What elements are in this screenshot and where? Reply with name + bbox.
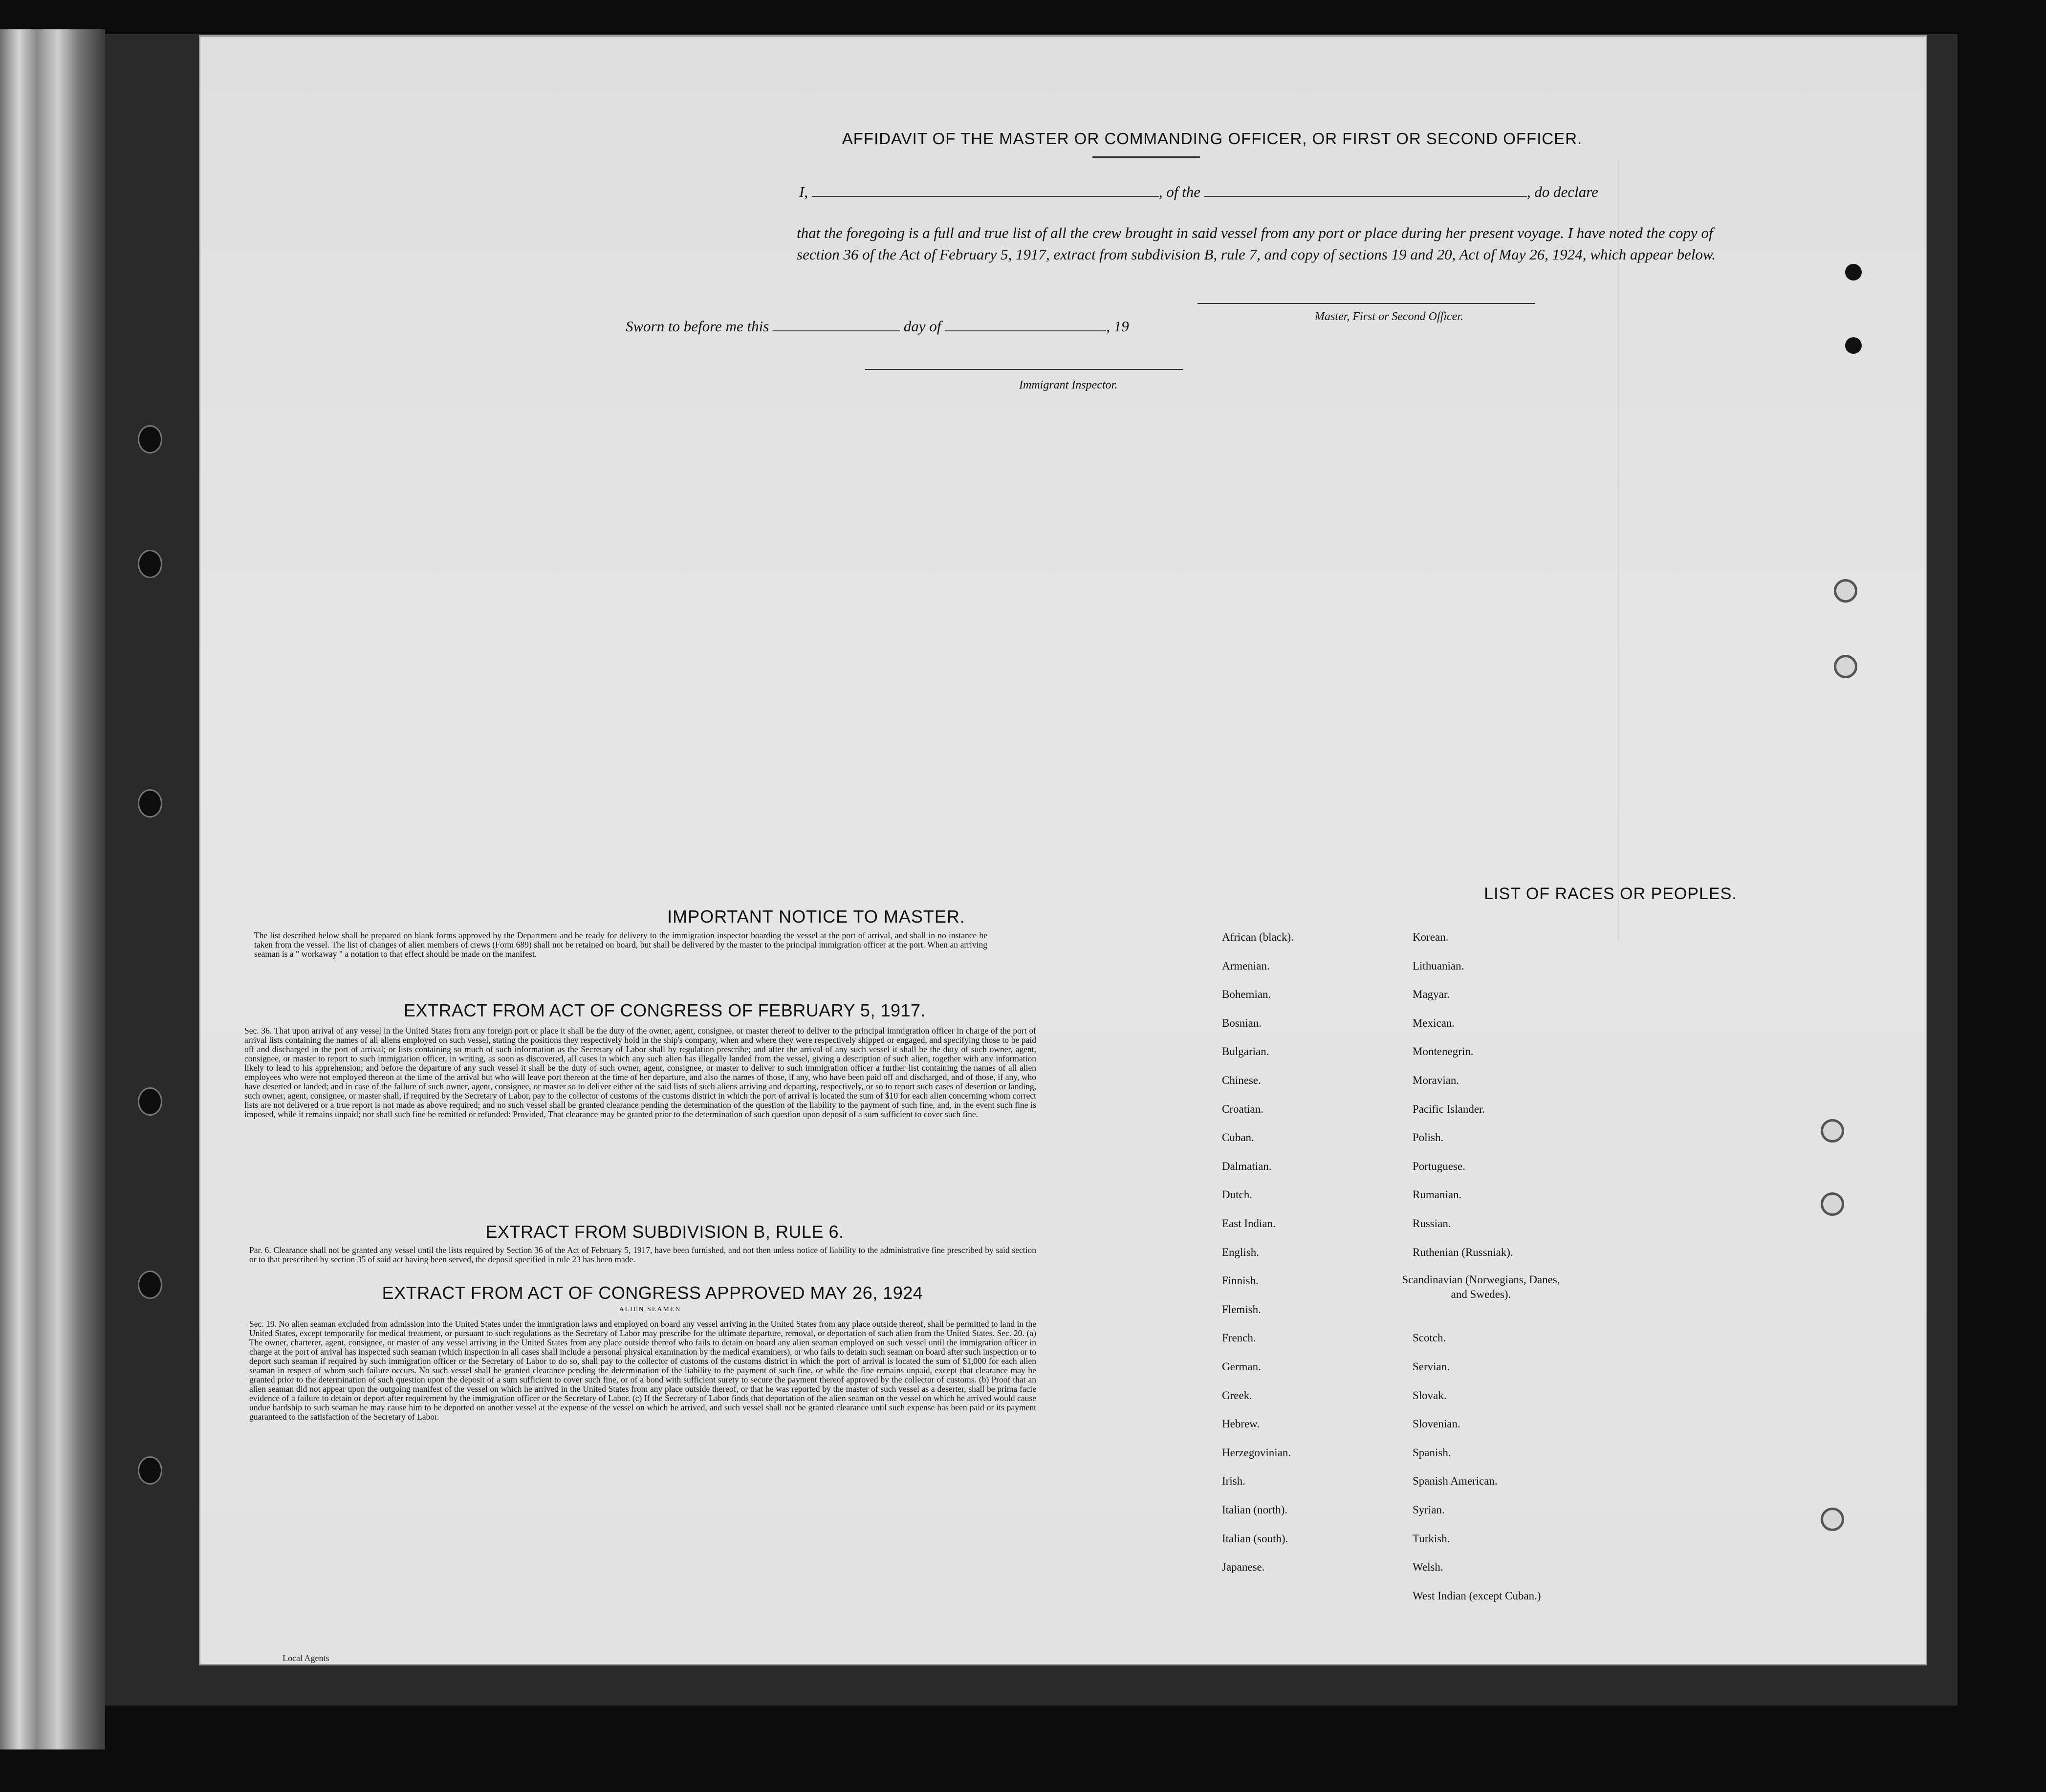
race-item: Welsh. [1413, 1561, 1443, 1574]
race-item: Greek. [1222, 1389, 1252, 1402]
notice-text: The list described below shall be prepared on blank forms approved by the Department and be ready for delivery to the immigration inspector boarding the vessel at the port of arrival, and shall in no instance be taken from the vessel. The list of changes of alien members of crews (Form 689) shall not be retained on board, but shall be delivered by the master to the principal immigration officer at the port. When an arriving seaman is a " workaway " a notation to that effect should be made on the manifest. [254, 930, 987, 959]
binder-hole [138, 789, 162, 818]
punch-hole [1834, 655, 1857, 678]
extract-1917-title: EXTRACT FROM ACT OF CONGRESS OF FEBRUARY 5, 1917. [403, 1000, 926, 1020]
race-item: Dutch. [1222, 1188, 1252, 1201]
form-page [200, 37, 1926, 1664]
race-item: Dalmatian. [1222, 1160, 1272, 1172]
extract-rule6-title: EXTRACT FROM SUBDIVISION B, RULE 6. [485, 1222, 844, 1242]
do-declare-label: , do declare [1526, 183, 1598, 200]
declarant-name-blank[interactable] [812, 196, 1159, 197]
race-item: English. [1222, 1246, 1260, 1258]
race-item: Pacific Islander. [1413, 1102, 1485, 1115]
race-item: Lithuanian. [1413, 959, 1464, 972]
race-item: Slovak. [1413, 1389, 1447, 1402]
race-item: Polish. [1413, 1131, 1444, 1144]
master-label: Master, First or Second Officer. [1315, 310, 1463, 323]
inspector-label: Immigrant Inspector. [1019, 379, 1118, 391]
inspector-signature-line[interactable] [865, 369, 1183, 370]
extract-1917-text: Sec. 36. That upon arrival of any vessel in the United States from any foreign port or place it shall be the duty of the owner, agent, consignee, or master thereof to deliver to the principal immigration officer in charge of the port of arrival lists containing the names of all aliens employed on such vessel, stating the positions they respectively hold in the ship's company, when and where they were respectively shipped or engaged, and specifying those to be paid off and discharged in the port of arrival; or lists containing so much of such information as the Secretary of Labor shall by regulation prescribe; and after the arrival of any such vessel it shall be the duty of such owner, agent, consignee, or master to report to such immigration officer, in writing, as soon as discovered, all cases in which any such alien has illegally landed from the vessel, giving a description of such alien, together with any information likely to lead to his apprehension; and before the departure of any such vessel it shall be the duty of such owner, agent, consignee, or master to deliver to such immigration officer a further list containing the names of all alien employees who were not employed thereon at the time of the arrival but who will leave port thereon at the time of her departure, and also the names of those, if any, who have been paid off and discharged, and of those, if any, who have deserted or landed; and in case of the failure of such owner, agent, consignee, or master so to deliver either of the said lists of such aliens arriving and departing, respectively, or so to report such cases of desertion or landing, such owner, agent, consignee, or master shall, if required by the Secretary of Labor, pay to the collector of customs of the customs district in which the port of arrival is located the sum of $10 for each alien concerning whom correct lists are not delivered or a true report is not made as above required; and no such vessel shall be granted clearance pending the determination of the question of the liability to the payment of such fine, and, in the event such fine is imposed, while it remains unpaid; nor shall such fine be remitted or refunded: Provided, That clearance may be granted prior to the determination of such question upon deposit of a sum sufficient to cover such fine. [244, 1026, 1036, 1119]
race-item: West Indian (except Cuban.) [1413, 1589, 1541, 1602]
races-title: LIST OF RACES OR PEOPLES. [1484, 885, 1737, 903]
race-item: Rumanian. [1413, 1188, 1462, 1201]
year-label: , 19 [1106, 318, 1129, 335]
punch-hole [1845, 264, 1862, 281]
race-item: Turkish. [1413, 1532, 1450, 1545]
race-item: Italian (north). [1222, 1504, 1288, 1516]
binder-hole [138, 425, 162, 453]
race-item: Bulgarian. [1222, 1045, 1269, 1058]
race-item: Portuguese. [1413, 1160, 1465, 1172]
sworn-line [626, 318, 1129, 335]
race-item: Herzegovinian. [1222, 1446, 1291, 1459]
notice-title: IMPORTANT NOTICE TO MASTER. [667, 907, 965, 927]
punch-hole [1834, 579, 1857, 603]
race-item: Chinese. [1222, 1074, 1261, 1086]
master-signature-line[interactable] [1197, 303, 1535, 304]
race-item: Syrian. [1413, 1504, 1445, 1516]
race-item: Montenegrin. [1413, 1045, 1474, 1058]
punch-hole [1821, 1508, 1844, 1531]
race-item: Bohemian. [1222, 988, 1271, 1001]
race-item: Flemish. [1222, 1303, 1261, 1316]
race-item: French. [1222, 1332, 1256, 1344]
race-item: Mexican. [1413, 1016, 1455, 1029]
day-of-label: day of [903, 318, 941, 335]
title-rule [1092, 156, 1200, 158]
extract-1924-subhead: ALIEN SEAMEN [619, 1306, 681, 1313]
race-item: Cuban. [1222, 1131, 1254, 1144]
race-item: Magyar. [1413, 988, 1450, 1001]
race-item: Japanese. [1222, 1561, 1265, 1574]
extract-1924-text: Sec. 19. No alien seaman excluded from admission into the United States under the immigration laws and employed on board any vessel arriving in the United States from any place outside thereof, shall be permitted to land in the United States, except temporarily for medical treatment, or pursuant to such regulations as the Secretary of Labor may prescribe for the ultimate departure, removal, or deportation of such alien from the United States. Sec. 20. (a) The owner, charterer, agent, consignee, or master of any vessel arriving in the United States from any place outside thereof who fails to detain on board any alien seaman employed on such vessel until the immigration officer in charge at the port of arrival has inspected such seaman (which inspection in all cases shall include a personal physical examination by the medical examiners), or who fails to detain such seaman on board after such inspection or to deport such seaman if required by such immigration officer or the Secretary of Labor to do so, shall pay to the collector of customs of the customs district in which the port of arrival is located the sum of $1,000 for each alien seaman in respect of whom such failure occurs. No such vessel shall be granted clearance pending the determination of the liability to the payment of such fine, or while the fine remains unpaid, except that clearance may be granted prior to the determination of such question upon the deposit of a sum sufficient to cover such fine, or of a bond with sufficient surety to secure the payment thereof approved by the collector of customs. (b) Proof that an alien seaman did not appear upon the outgoing manifest of the vessel on which he arrived in the United States from any place outside thereof, or that he was reported by the master of such vessel as a deserter, shall be prima facie evidence of a failure to detain or deport after requirement by the immigration officer or the Secretary of Labor. (c) If the Secretary of Labor finds that deportation of the alien seaman on the vessel on which he arrived would cause undue hardship to such seaman he may cause him to be deported on another vessel at the expense of the vessel on which he arrived, and such vessel shall not be granted clearance until such expense has been paid or its payment guaranteed to the satisfaction of the Secretary of Labor. [249, 1319, 1036, 1422]
binder-edge [0, 29, 105, 1749]
race-item: Korean. [1413, 931, 1449, 943]
of-the-label: , of the [1158, 183, 1201, 200]
affidavit-body: that the foregoing is a full and true list of all the crew brought in said vessel from any port or place during her present voyage. I have noted the copy of section 36 of the Act of February 5, 1917, extract from subdivision B, rule 7, and copy of sections 19 and 20, Act of May 26, 1924, which appear below. [797, 224, 1716, 263]
race-item: Spanish American. [1413, 1475, 1498, 1488]
race-item: Spanish. [1413, 1446, 1451, 1459]
local-agents-label: Local Agents [283, 1653, 329, 1663]
extract-rule6-text: Par. 6. Clearance shall not be granted any vessel until the lists required by Section 36 of the Act of February 5, 1917, have been furnished, and not then unless notice of liability to the administrative fine prescribed by said section or to that prescribed by section 35 of said act having been served, the deposit specified in rule 23 has been made. [249, 1245, 1036, 1264]
race-item: Armenian. [1222, 959, 1270, 972]
binder-hole [138, 1087, 162, 1116]
vessel-name-blank[interactable] [1204, 196, 1527, 197]
race-item: Ruthenian (Russniak). [1413, 1246, 1513, 1258]
race-item: Scandinavian (Norwegians, Danes, and Swedes). [1402, 1274, 1560, 1301]
race-item: African (black). [1222, 931, 1294, 943]
binder-hole [138, 550, 162, 578]
race-item: Servian. [1413, 1360, 1450, 1373]
race-item: Croatian. [1222, 1102, 1263, 1115]
month-blank[interactable] [945, 330, 1106, 331]
race-item: Finnish. [1222, 1274, 1259, 1287]
extract-1924-title: EXTRACT FROM ACT OF CONGRESS APPROVED MAY 26, 1924 [382, 1283, 923, 1303]
race-item: Moravian. [1413, 1074, 1459, 1086]
race-item: Scotch. [1413, 1332, 1446, 1344]
sworn-label: Sworn to before me this [626, 318, 769, 335]
punch-hole [1845, 337, 1862, 354]
bleed-through-texture [1618, 159, 1863, 941]
binder-hole [138, 1271, 162, 1299]
race-item: East Indian. [1222, 1217, 1276, 1230]
day-blank[interactable] [773, 330, 900, 331]
affidavit-declaration-line [799, 183, 1598, 201]
race-item: Irish. [1222, 1475, 1245, 1488]
race-item: Russian. [1413, 1217, 1451, 1230]
race-item: German. [1222, 1360, 1261, 1373]
i-label: I, [799, 183, 808, 200]
affidavit-title: AFFIDAVIT OF THE MASTER OR COMMANDING OFFICER, OR FIRST OR SECOND OFFICER. [842, 130, 1583, 148]
punch-hole [1821, 1119, 1844, 1143]
race-item: Bosnian. [1222, 1016, 1262, 1029]
punch-hole [1821, 1192, 1844, 1216]
race-item: Slovenian. [1413, 1418, 1460, 1430]
binder-hole [138, 1456, 162, 1485]
race-item: Italian (south). [1222, 1532, 1288, 1545]
race-item: Hebrew. [1222, 1418, 1260, 1430]
